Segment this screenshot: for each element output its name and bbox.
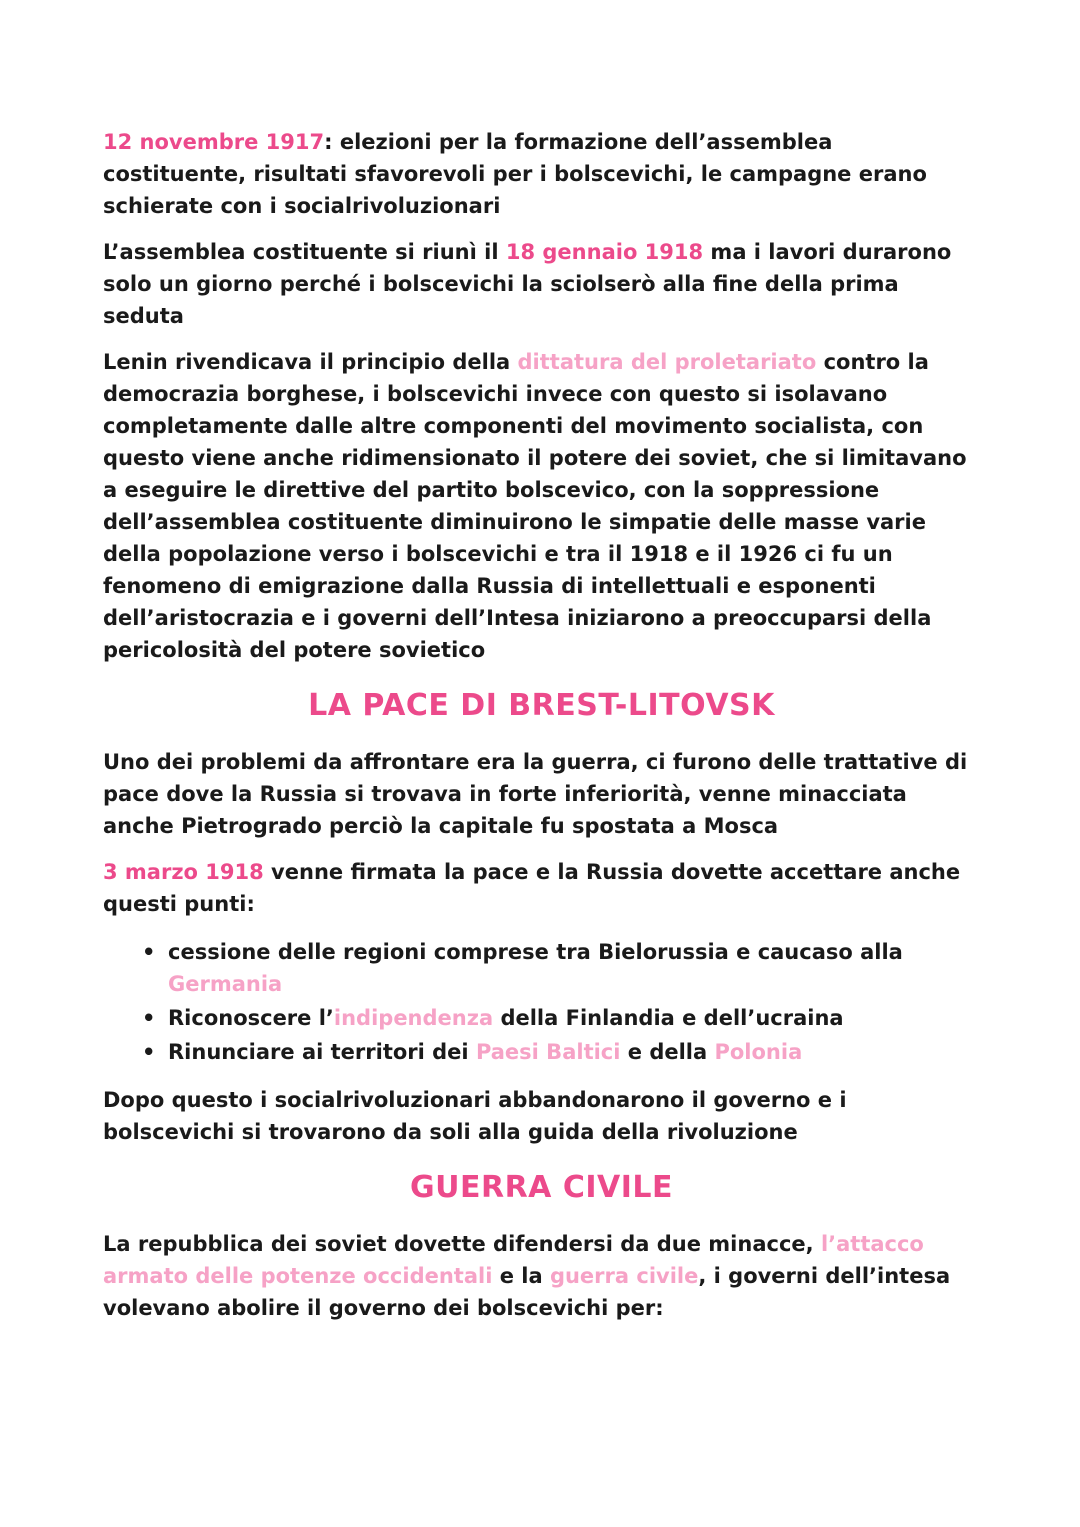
paragraph-civil-war <box>103 1228 980 1324</box>
paragraph-war: Uno dei problemi da affrontare era la guerra, ci furono delle trattative di pace dove la Russia si trovava in forte inferiorità, venne minacciata anche Pietrogrado perciò la capitale fu spostata a Mosca <box>103 750 968 838</box>
section-heading-brest-litovsk: LA PACE DI BREST-LITOVSK <box>308 688 775 723</box>
treaty-points-list <box>103 936 980 1068</box>
term-highlight: dittatura del proletariato <box>517 350 817 374</box>
list-item-text: Riconoscere l’ <box>168 1006 334 1030</box>
date-highlight: 12 novembre 1917 <box>103 130 325 154</box>
list-item <box>142 936 980 1000</box>
date-highlight: 3 marzo 1918 <box>103 860 264 884</box>
list-item <box>142 1036 980 1068</box>
paragraph-text: , i governi dell’intesa volevano abolire il governo dei bolscevichi per: <box>103 1264 951 1320</box>
paragraph-lenin <box>103 346 980 666</box>
paragraph-assembly <box>103 236 980 332</box>
bullet-icon: • <box>142 940 156 964</box>
term-highlight: Paesi Baltici <box>475 1040 621 1064</box>
term-highlight: Polonia <box>714 1040 803 1064</box>
list-item-text: Rinunciare ai territori dei <box>168 1040 476 1064</box>
list-item-text: e della <box>620 1040 715 1064</box>
term-highlight: l’attacco armato delle potenze occidentali <box>103 1232 924 1288</box>
paragraph-text: ma i lavori durarono solo un giorno perché i bolscevichi la sciolserò alla fine della prima seduta <box>103 240 952 328</box>
paragraph-elections <box>103 126 980 222</box>
list-item-text: della Finlandia e dell’ucraina <box>493 1006 844 1030</box>
term-highlight: Germania <box>168 972 283 996</box>
paragraph-text: venne firmata la pace e la Russia dovette accettare anche questi punti: <box>103 860 961 916</box>
date-highlight: 18 gennaio 1918 <box>505 240 704 264</box>
term-highlight: indipendenza <box>333 1006 494 1030</box>
paragraph-treaty <box>103 856 980 920</box>
bullet-icon: • <box>142 1006 156 1030</box>
paragraph-text: : elezioni per la formazione dell’assemblea costituente, risultati sfavorevoli per i bolscevichi, le campagne erano schierate con i socialrivoluzionari <box>103 130 927 218</box>
list-item-text: cessione delle regioni comprese tra Bielorussia e caucaso alla <box>168 940 903 964</box>
paragraph-text: e la <box>492 1264 550 1288</box>
paragraph-text: contro la democrazia borghese, i bolscevichi invece con questo si isolavano completamente dalle altre componenti del movimento socialista, con questo viene anche ridimensionato il potere dei soviet, che si limitavano a eseguire le direttive del partito bolscevico, con la soppressione dell’assemblea costituente diminuirono le simpatie delle masse varie della popolazione verso i bolscevichi e tra il 1918 e il 1926 ci fu un fenomeno di emigrazione dalla Russia di intellettuali e esponenti dell’aristocrazia e i governi dell’Intesa iniziarono a preoccuparsi della pericolosità del potere sovietico <box>103 350 967 662</box>
list-item <box>142 1002 980 1034</box>
paragraph-aftermath: Dopo questo i socialrivoluzionari abbandonarono il governo e i bolscevichi si trovarono da soli alla guida della rivoluzione <box>103 1088 847 1144</box>
section-heading-civil-war: GUERRA CIVILE <box>409 1170 673 1205</box>
paragraph-text: La repubblica dei soviet dovette difendersi da due minacce, <box>103 1232 821 1256</box>
bullet-icon: • <box>142 1040 156 1064</box>
paragraph-text: Lenin rivendicava il principio della <box>103 350 518 374</box>
paragraph-text: L’assemblea costituente si riunì il <box>103 240 506 264</box>
term-highlight: guerra civile <box>549 1264 699 1288</box>
